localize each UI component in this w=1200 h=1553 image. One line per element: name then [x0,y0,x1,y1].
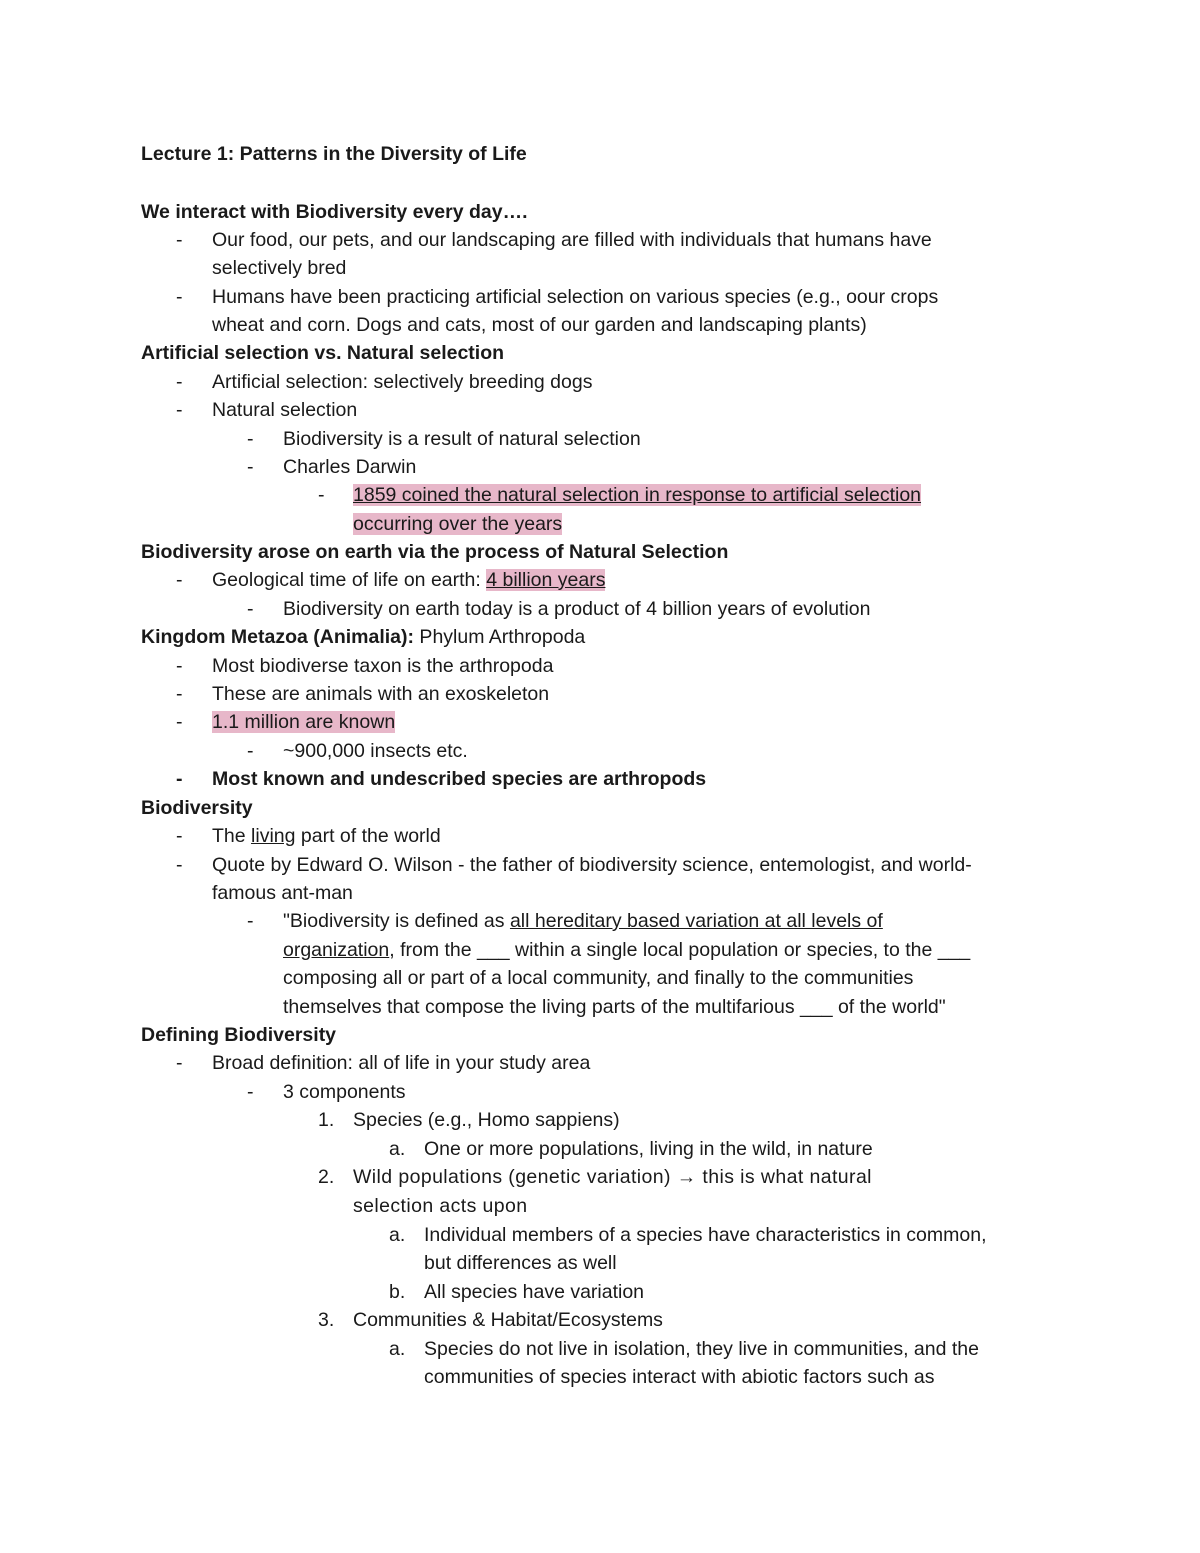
bullet-text: These are animals with an exoskeleton [212,683,550,705]
heading-bold: Kingdom Metazoa (Animalia): [141,626,415,648]
bullet-text: wheat and corn. Dogs and cats, most of our garden and landscaping plants) [212,314,867,336]
bullet-text: selectively bred [212,257,347,279]
underlined-text: all hereditary based variation at all levels of [509,910,883,932]
highlight: 1.1 million are known [212,711,396,733]
list-text: communities of species interact with abiotic factors such as [424,1366,935,1388]
list-letter: a. [389,1338,406,1360]
highlight: occurring over the years [353,513,563,535]
list-text: Species do not live in isolation, they live in communities, and the [424,1338,979,1360]
bullet-marker: - [176,683,183,705]
bullet-marker: - [176,768,183,790]
bullet-text: Humans have been practicing artificial selection on various species (e.g., oour crops [212,286,939,308]
text-run: part of the world [295,825,441,847]
highlighted-text [353,513,562,535]
bullet-text: ~900,000 insects etc. [283,740,468,762]
bullet-text: Most known and undescribed species are arthropods [212,768,707,790]
bullet-marker: - [176,1052,183,1074]
bullet-text: Broad definition: all of life in your study area [212,1052,591,1074]
list-number: 1. [318,1109,335,1131]
section-heading: Biodiversity [141,797,253,819]
document-title: Lecture 1: Patterns in the Diversity of Life [141,143,527,165]
underlined-text: living [251,825,296,847]
list-text: All species have variation [424,1281,645,1303]
heading-rest: Phylum Arthropoda [414,626,586,648]
bullet-marker: - [176,569,183,591]
bullet-text: Charles Darwin [283,456,417,478]
list-number: 3. [318,1309,335,1331]
quote-text [283,939,970,961]
quote-text [283,910,883,932]
bullet-marker: - [176,286,183,308]
bullet-text [212,825,441,847]
bullet-marker: - [176,229,183,251]
bullet-marker: - [176,371,183,393]
underlined-text: organization [283,939,390,961]
bullet-marker: - [247,910,254,932]
list-letter: b. [389,1281,406,1303]
highlight: 4 billion years [486,569,606,591]
section-heading [141,626,585,648]
bullet-text: 3 components [283,1081,406,1103]
highlighted-text [353,484,921,506]
bullet-marker: - [318,484,325,506]
bullet-marker: - [247,1081,254,1103]
section-heading: Defining Biodiversity [141,1024,337,1046]
list-text: Species (e.g., Homo sappiens) [353,1109,620,1131]
bullet-marker: - [176,825,183,847]
section-heading: We interact with Biodiversity every day…. [141,201,528,223]
section-heading: Biodiversity arose on earth via the process of Natural Selection [141,541,729,563]
bullet-marker: - [247,740,254,762]
bullet-text [212,569,605,591]
list-text: One or more populations, living in the wild, in nature [424,1138,873,1160]
bullet-text: Natural selection [212,399,358,421]
bullet-text: Most biodiverse taxon is the arthropoda [212,655,554,677]
list-text: Individual members of a species have characteristics in common, [424,1224,987,1246]
bullet-text: Artificial selection: selectively breeding dogs [212,371,593,393]
list-number: 2. [318,1166,335,1188]
list-letter: a. [389,1138,406,1160]
highlighted-text [212,711,395,733]
bullet-text: Biodiversity is a result of natural selection [283,428,641,450]
list-text: Communities & Habitat/Ecosystems [353,1309,663,1331]
text-run: "Biodiversity is defined as [283,910,510,932]
bullet-marker: - [247,428,254,450]
list-text: but differences as well [424,1252,617,1274]
bullet-marker: - [247,456,254,478]
bullet-marker: - [176,711,183,733]
quote-text: composing all or part of a local community, and finally to the communities [283,967,914,989]
bullet-marker: - [247,598,254,620]
bullet-text: Our food, our pets, and our landscaping are filled with individuals that humans have [212,229,932,251]
bullet-marker: - [176,854,183,876]
bullet-text: Biodiversity on earth today is a product of 4 billion years of evolution [283,598,871,620]
bullet-marker: - [176,399,183,421]
text-run: The [212,825,252,847]
bullet-marker: - [176,655,183,677]
bullet-text: famous ant-man [212,882,353,904]
section-heading: Artificial selection vs. Natural selection [141,342,505,364]
bullet-text: Quote by Edward O. Wilson - the father of biodiversity science, entemologist, and world- [212,854,972,876]
text-run: , from the ___ within a single local population or species, to the ___ [389,939,971,961]
list-text: Wild populations (genetic variation) → this is what natural [353,1166,872,1188]
highlight: 1859 coined the natural selection in response to artificial selection [353,484,922,506]
list-text: selection acts upon [353,1195,528,1217]
quote-text: themselves that compose the living parts of the multifarious ___ of the world" [283,996,946,1018]
list-letter: a. [389,1224,406,1246]
text-run: Geological time of life on earth: [212,569,487,591]
